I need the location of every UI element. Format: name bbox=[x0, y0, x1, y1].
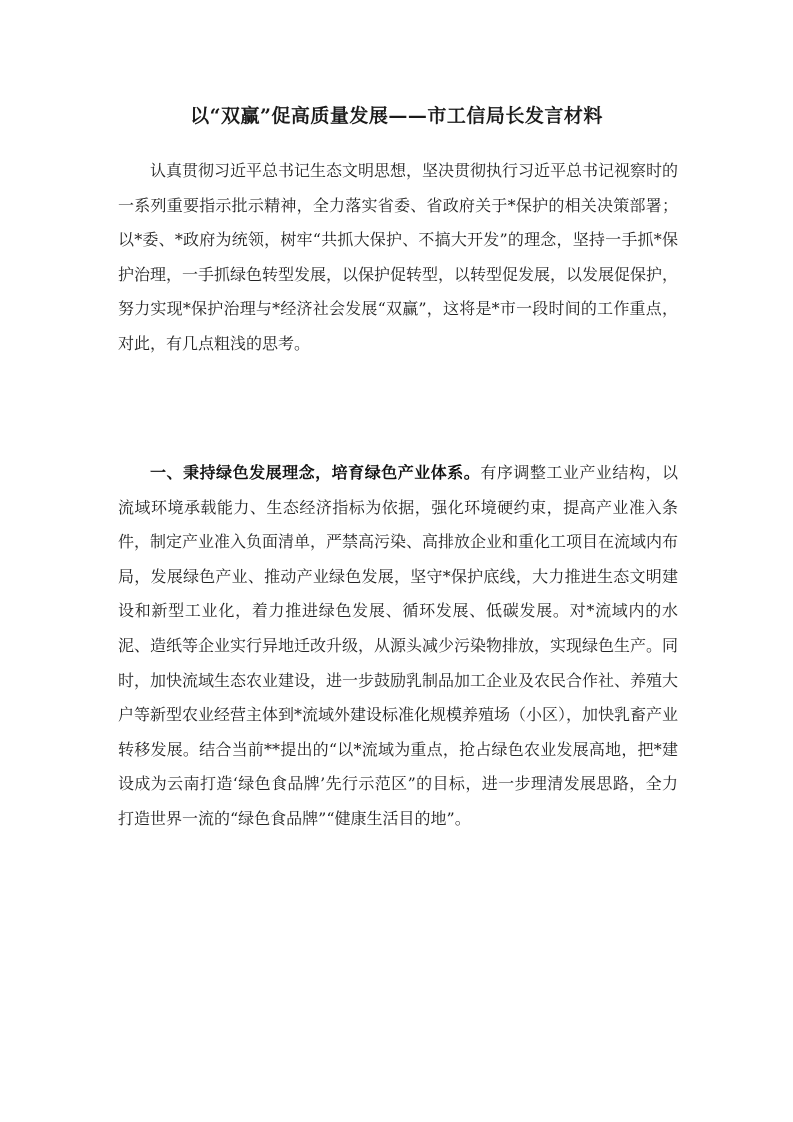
section-1-heading: 一、秉持绿色发展理念，培育绿色产业体系。 bbox=[150, 463, 481, 482]
section-1-text: 有序调整工业产业结构，以流域环境承载能力、生态经济指标为依据，强化环境硬约束，提高产业准入条件，制定产业准入负面清单，严禁高污染、高排放企业和重化工项目在流域内布局，发展绿色产业、推动产业绿色发展，坚守*保护底线，大力推进生态文明建设和新型工业化，着力推进绿色发展、循环发展、低碳发展。对*流域内的水泥、造纸等企业实行异地迁改升级，从源头减少污染物排放，实现绿色生产。同时，加快流域生态农业建设，进一步鼓励乳制品加工企业及农民合作社、养殖大户等新型农业经营主体到*流域外建设标准化规模养殖场（小区），加快乳畜产业转移发展。结合当前**提出的“以*流域为重点，抢占绿色农业发展高地，把*建设成为云南打造‘绿色食品牌’先行示范区”的目标，进一步理清发展思路，全力打造世界一流的“绿色食品牌”“健康生活目的地”。 bbox=[118, 463, 679, 828]
paragraph-section-1 bbox=[118, 456, 678, 837]
paragraph-intro bbox=[118, 154, 678, 362]
document-title: 以“双赢”促高质量发展——市工信局长发言材料 bbox=[190, 105, 603, 127]
paragraph-intro-text: 认真贯彻习近平总书记生态文明思想，坚决贯彻执行习近平总书记视察时的一系列重要指示批示精神，全力落实省委、省政府关于*保护的相关决策部署；以*委、*政府为统领，树牢“共抓大保护、不搞大开发”的理念，坚持一手抓*保护治理，一手抓绿色转型发展，以保护促转型，以转型促发展，以发展促保护，努力实现*保护治理与*经济社会发展“双赢”，这将是*市一段时间的工作重点，对此，有几点粗浅的思考。 bbox=[118, 161, 679, 353]
